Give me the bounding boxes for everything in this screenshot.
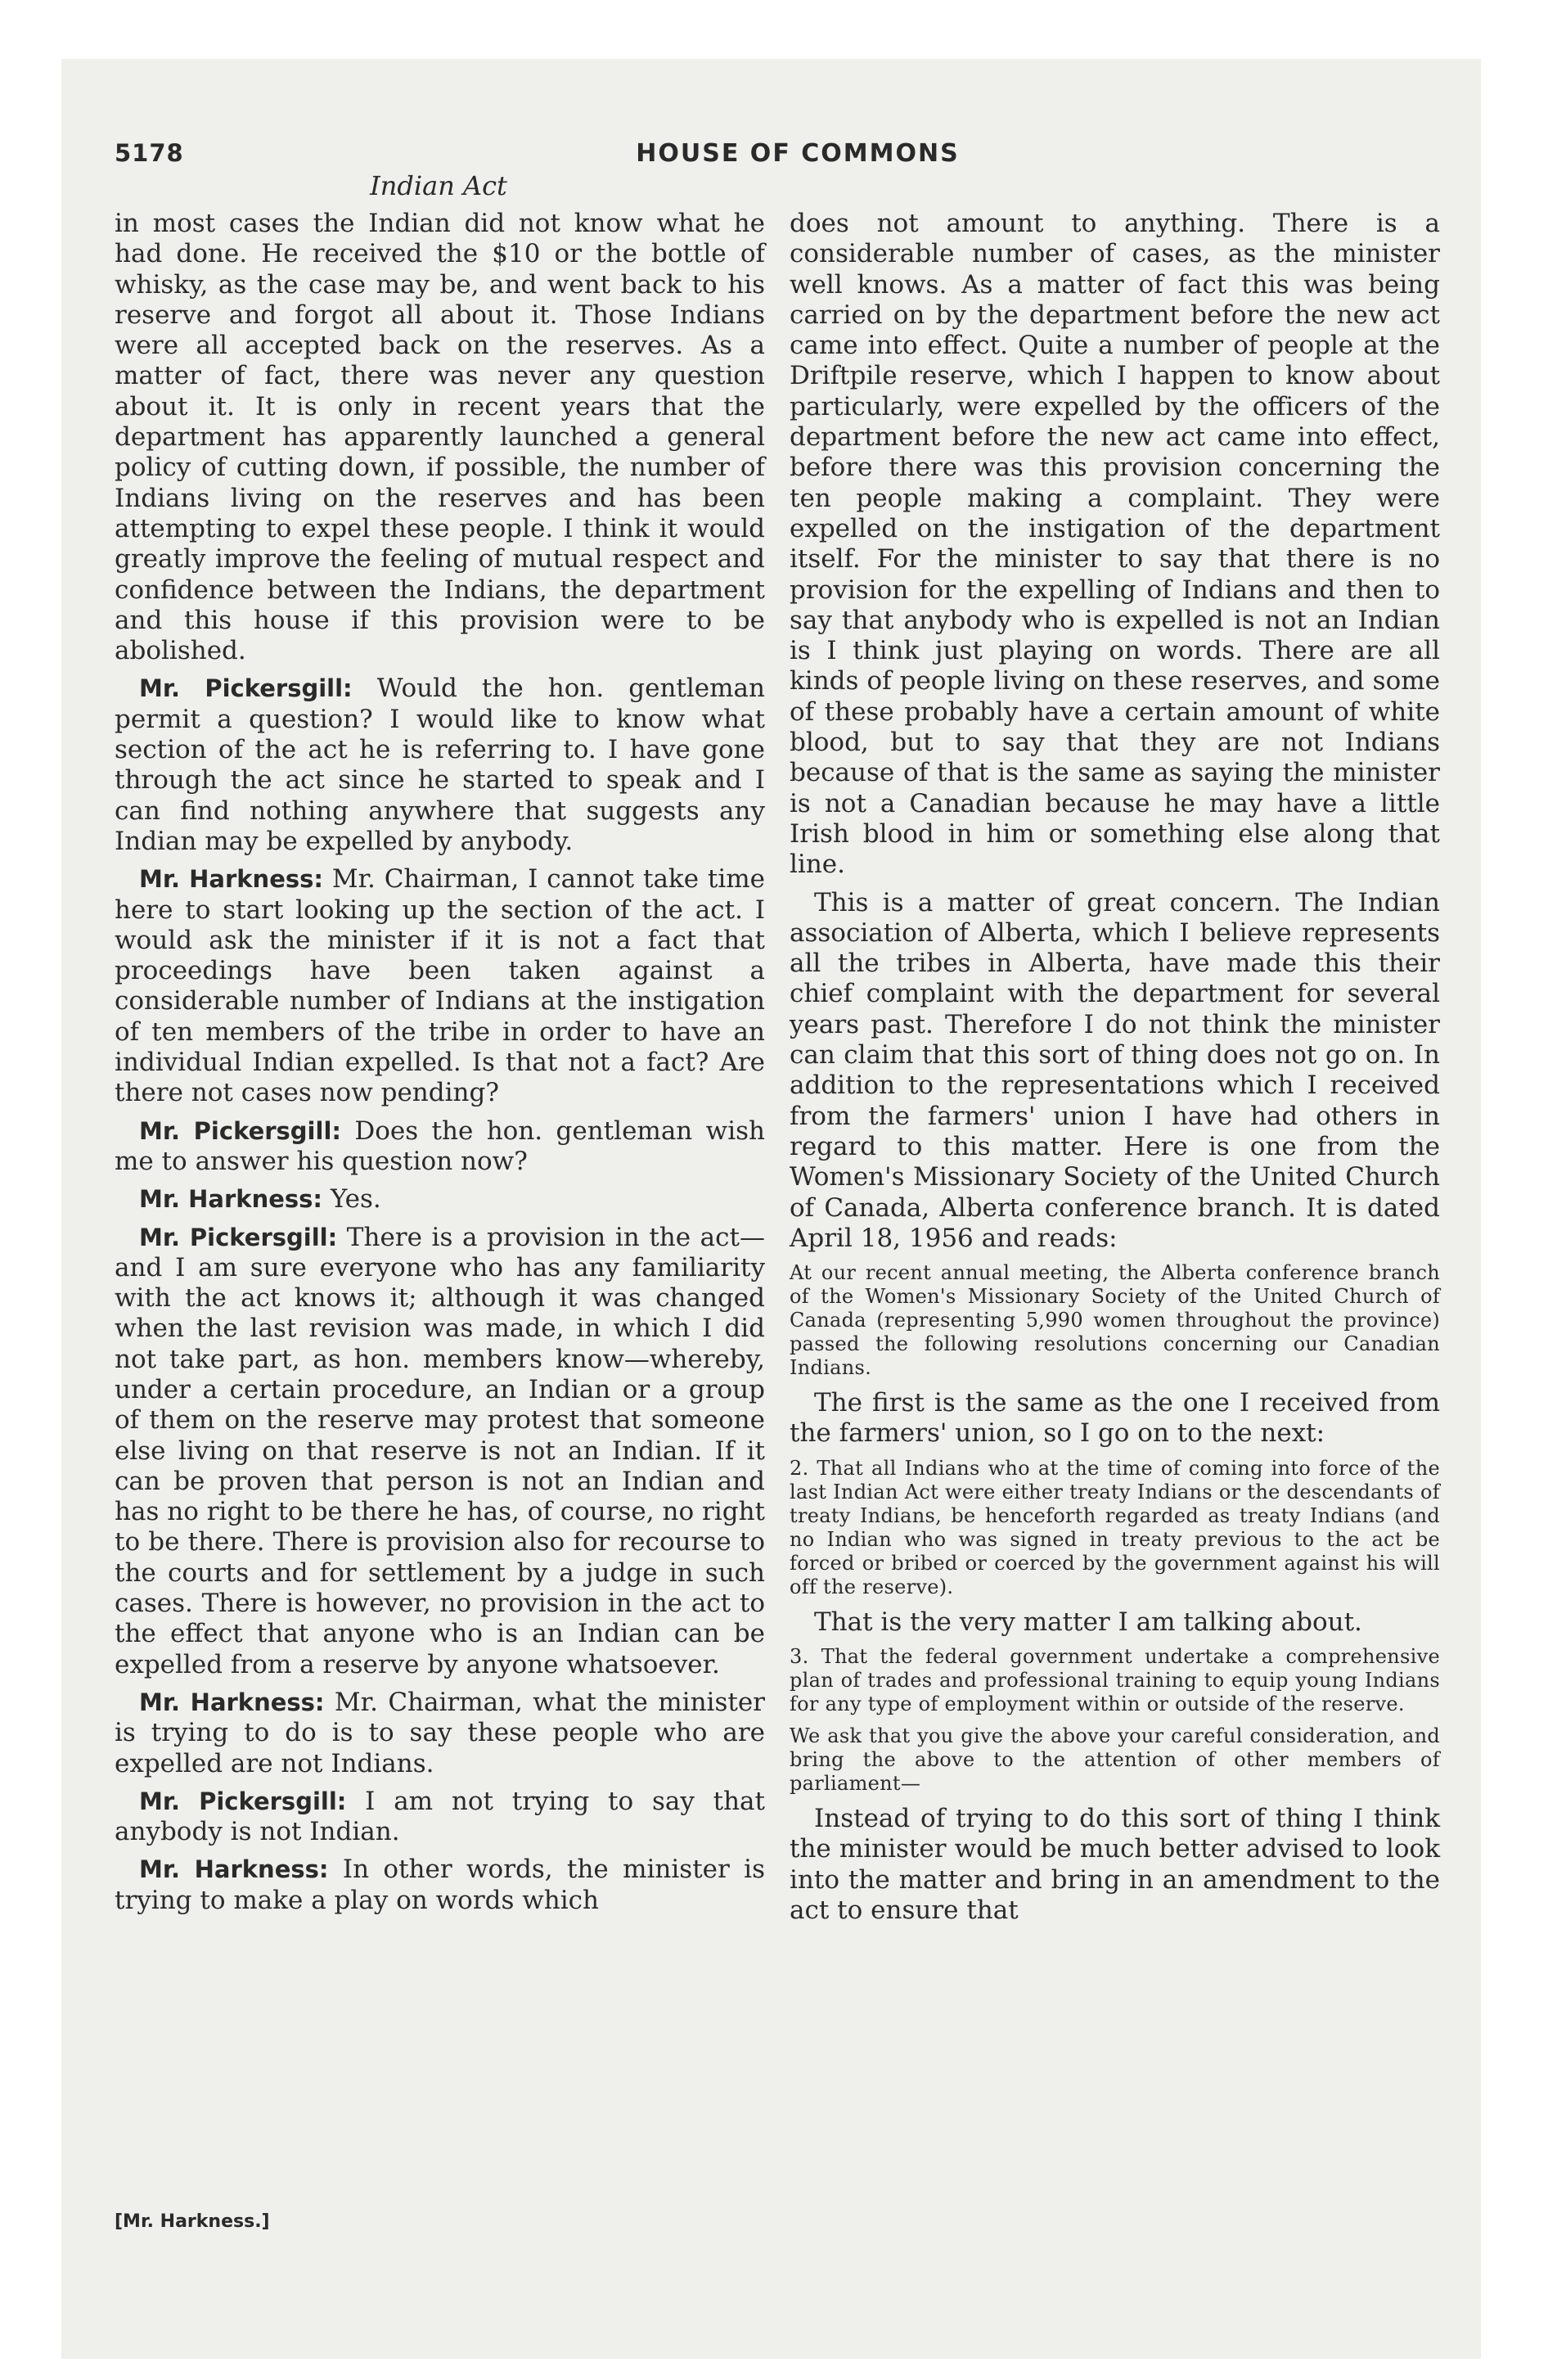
speaker-name: Mr. Pickersgill: <box>139 1787 347 1815</box>
speech-text: In other words, the minister is trying to make a play on words which <box>115 1855 766 1915</box>
speech-paragraph <box>115 1116 765 1178</box>
quoted-resolution: 2. That all Indians who at the time of coming into force of the last Indian Act were either treaty Indians or the descendants of treaty Indians, be henceforth regarded as treaty Indians (and no Indian who was signed in treaty previous to the act be forced or bribed or coerced by the government against his will off the reserve). <box>790 1456 1440 1598</box>
speech-text: Would the hon. gentleman permit a question? I would like to know what section of the act he is referring to. I have gone through the act since he started to speak and I can find nothing anywhere that suggests any Indian may be expelled by anybody. <box>115 674 765 856</box>
speech-paragraph <box>115 1688 765 1779</box>
speech-paragraph <box>115 674 765 857</box>
speech-paragraph <box>115 1184 765 1215</box>
speech-paragraph <box>115 1787 765 1848</box>
running-subject: Indian Act <box>370 170 507 201</box>
footer-speaker-note: [Mr. Harkness.] <box>115 2211 270 2232</box>
speaker-name: Mr. Pickersgill: <box>139 1223 338 1251</box>
speaker-name: Mr. Harkness: <box>139 1855 329 1884</box>
speaker-name: Mr. Pickersgill: <box>139 1116 341 1145</box>
speech-text: Does the hon. gentleman wish me to answer his question now? <box>115 1116 765 1176</box>
continued-paragraph <box>115 209 765 666</box>
body-paragraph: This is a matter of great concern. The Indian association of Alberta, which I believe represents all the tribes in Alberta, have made this their chief complaint with the department for several years past. Therefore I do not think the minister can claim that this sort of thing does not go on. In addition to the representations which I received from the farmers' union I have had others in regard to this matter. Here is one from the Women's Missionary Society of the United Church of Canada, Alberta conference branch. It is dated April 18, 1956 and reads: <box>790 887 1440 1253</box>
continued-paragraph: does not amount to anything. There is a considerable number of cases, as the minister well knows. As a matter of fact this was being carried on by the department before the new act came into effect. Quite a number of people at the Driftpile reserve, which I happen to know about particularly, were expelled by the officers of the department before the new act came into effect, before there was this provision concerning the ten people making a complaint. They were expelled on the instigation of the department itself. For the minister to say that there is no provision for the expelling of Indians and then to say that anybody who is expelled is not an Indian is I think just playing on words. There are all kinds of people living on these reserves, and some of these probably have a certain amount of white blood, but to say that they are not Indians because of that is the same as saying the minister is not a Canadian because he may have a little Irish blood in him or something else along that line. <box>790 209 1440 880</box>
speech-text: I am not trying to say that anybody is not Indian. <box>115 1786 765 1847</box>
speech-text: Mr. Chairman, I cannot take time here to start looking up the section of the act. I would ask the minister if it is not a fact that proceedings have been taken against a considerable number of Indians at the instigation of ten members of the tribe in order to have an individual Indian expelled. Is that not a fact? Are there not cases now pending? <box>115 864 766 1108</box>
speaker-name: Mr. Harkness: <box>139 1185 322 1214</box>
page-number: 5178 <box>115 139 184 167</box>
body-paragraph: Instead of trying to do this sort of thing I think the minister would be much better advised to look into the matter and bring in an amendment to the act to ensure that <box>790 1803 1440 1925</box>
quoted-resolution: At our recent annual meeting, the Alberta conference branch of the Women's Missionary Society of the United Church of Canada (representing 5,990 women throughout the province) passed the following resolutions concerning our Canadian Indians. <box>790 1261 1440 1380</box>
speaker-name: Mr. Harkness: <box>139 865 323 894</box>
quoted-resolution: 3. That the federal government undertake a comprehensive plan of trades and professional training to equip young Indians for any type of employment within or outside of the reserve. <box>790 1644 1440 1715</box>
speech-paragraph <box>115 1855 765 1916</box>
speech-paragraph <box>115 864 765 1108</box>
speech-paragraph <box>115 1223 765 1680</box>
right-column <box>790 209 1440 1933</box>
speech-text: There is a provision in the act—and I am sure everyone who has any familiarity with the act knows it; although it was changed when the last revision was made, in which I did not take part, as hon. members know—whereby, under a certain procedure, an Indian or a group of them on the reserve may protest that someone else living on that reserve is not an Indian. If it can be proven that person is not an Indian and has no right to be there he has, of course, no right to be there. There is provision also for recourse to the courts and for settlement by a judge in such cases. There is however, no provision in the act to the effect that anyone who is an Indian can be expelled from a reserve by anyone whatsoever. <box>115 1222 765 1679</box>
publication-title: HOUSE OF COMMONS <box>636 139 960 168</box>
body-paragraph: That is the very matter I am talking about. <box>814 1607 1362 1637</box>
speaker-name: Mr. Pickersgill: <box>139 674 353 703</box>
speech-text: Yes. <box>330 1184 381 1215</box>
quoted-resolution: We ask that you give the above your careful consideration, and bring the above to the attention of other members of parliament— <box>790 1724 1440 1795</box>
speech-text: in most cases the Indian did not know what he had done. He received the $10 or the bottle of whisky, as the case may be, and went back to his reserve and forgot all about it. Those Indians were all accepted back on the reserves. As a matter of fact, there was never any question about it. It is only in recent years that the department has apparently launched a general policy of cutting down, if possible, the number of Indians living on the reserves and has been attempting to expel these people. I think it would greatly improve the feeling of mutual respect and confidence between the Indians, the department and this house if this provision were to be abolished. <box>115 209 765 666</box>
speaker-name: Mr. Harkness: <box>139 1688 325 1716</box>
left-column <box>115 209 765 1923</box>
speech-text: Mr. Chairman, what the minister is trying to do is to say these people who are expelled are not Indians. <box>115 1687 765 1778</box>
body-paragraph: The first is the same as the one I received from the farmers' union, so I go on to the next: <box>790 1388 1440 1449</box>
